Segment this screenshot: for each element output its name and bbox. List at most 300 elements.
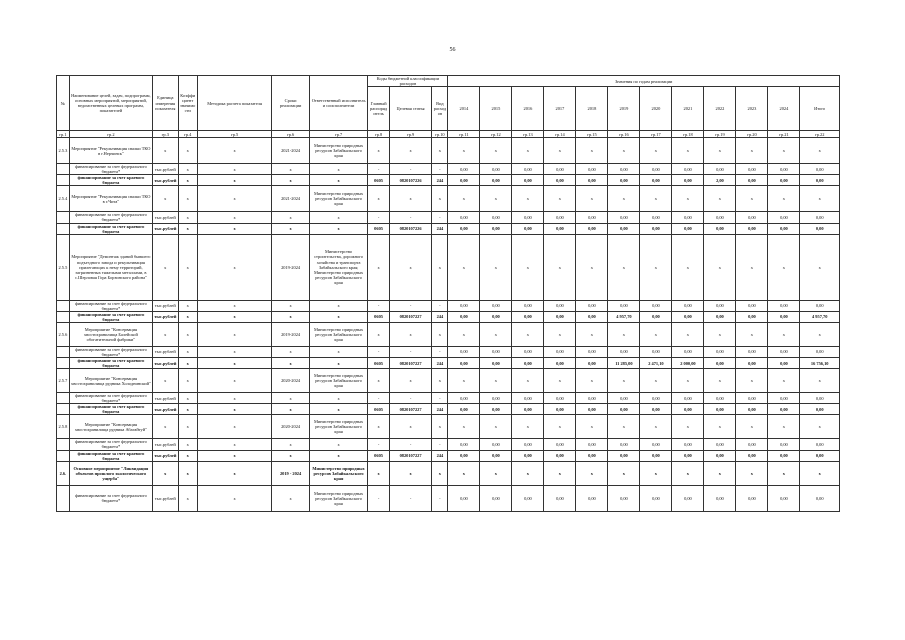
table-cell: 0,00 (672, 311, 704, 322)
row-name-cell: финансирование за счет краевого бюджета (69, 175, 152, 186)
table-cell: х (736, 138, 768, 164)
table-cell: 0,00 (480, 393, 512, 404)
table-cell: х (512, 461, 544, 485)
row-name-cell: Мероприятие "Консервация хвостохранилища Балейской обогатительной фабрики" (69, 322, 152, 346)
table-cell: 0,00 (512, 439, 544, 450)
table-cell: х (480, 138, 512, 164)
table-cell: 0,00 (640, 393, 672, 404)
column-number: гр.19 (704, 131, 736, 138)
table-cell: 0,00 (544, 311, 576, 322)
table-cell: 11 285,00 (608, 358, 640, 369)
table-cell: 0,00 (672, 212, 704, 223)
column-number: гр.11 (448, 131, 480, 138)
table-cell: х (480, 322, 512, 346)
table-cell: х (704, 415, 736, 439)
table-cell: 0,00 (800, 164, 840, 175)
table-cell: х (309, 164, 368, 175)
table-cell: Министерство природных ресурсов Забайкальского края (309, 138, 368, 164)
table-cell: х (704, 234, 736, 300)
table-cell: 244 (432, 311, 448, 322)
table-cell: х (704, 369, 736, 393)
table-cell: х (736, 461, 768, 485)
table-cell: х (576, 234, 608, 300)
row-name-cell: финансирование за счет федерального бюджета* (69, 485, 152, 511)
table-cell: - (368, 346, 389, 357)
table-cell (57, 485, 70, 511)
table-cell: х (672, 461, 704, 485)
table-cell: х (389, 138, 432, 164)
table-cell: х (389, 186, 432, 212)
table-cell: 244 (432, 358, 448, 369)
table-cell: х (272, 439, 309, 450)
table-cell: х (178, 404, 197, 415)
table-cell: 2 000,00 (672, 358, 704, 369)
header-year: 2014 (448, 87, 480, 131)
table-cell: х (576, 186, 608, 212)
table-cell: 0,00 (800, 175, 840, 186)
table-row (57, 234, 840, 300)
table-cell: х (608, 186, 640, 212)
table-cell: 0,00 (800, 346, 840, 357)
table-cell: 0,00 (736, 175, 768, 186)
table-cell (57, 164, 70, 175)
table-cell: 0,00 (704, 311, 736, 322)
table-cell: 0,00 (768, 346, 800, 357)
table-cell (57, 175, 70, 186)
table-cell: 0,00 (576, 300, 608, 311)
table-cell: х (178, 393, 197, 404)
table-cell: 0,00 (736, 212, 768, 223)
table-cell: 0,00 (736, 311, 768, 322)
table-cell: х (272, 393, 309, 404)
table-cell: х (704, 138, 736, 164)
table-cell: х (544, 138, 576, 164)
table-cell (57, 393, 70, 404)
header-year: 2022 (704, 87, 736, 131)
header-year: 2018 (576, 87, 608, 131)
header-name: Наименование целей, задач, подпрограмм, основных мероприятий, мероприятий, ведомственных целевых программ, показателей (69, 76, 152, 131)
table-row (57, 393, 840, 404)
table-cell: х (544, 369, 576, 393)
table-cell: Министерство природных ресурсов Забайкальского края (309, 369, 368, 393)
header-year: 2016 (512, 87, 544, 131)
table-cell: 0,00 (768, 164, 800, 175)
table-cell: - (389, 393, 432, 404)
table-cell: 244 (432, 450, 448, 461)
table-cell: х (178, 186, 197, 212)
table-cell: х (640, 415, 672, 439)
table-cell: х (309, 404, 368, 415)
table-cell: 2.5.5 (57, 234, 70, 300)
table-cell: 0,00 (608, 212, 640, 223)
table-cell: 0,00 (768, 358, 800, 369)
table-row (57, 415, 840, 439)
table-cell: х (736, 186, 768, 212)
table-cell: х (448, 186, 480, 212)
table-cell: 0,00 (576, 358, 608, 369)
table-cell: х (672, 138, 704, 164)
table-cell: х (309, 212, 368, 223)
table-cell: 0,00 (736, 439, 768, 450)
table-cell: 0,00 (544, 439, 576, 450)
table-cell: 0,00 (608, 223, 640, 234)
header-executor: Ответственный исполнитель и соисполнители (309, 76, 368, 131)
table-cell: х (272, 300, 309, 311)
table-cell: х (272, 404, 309, 415)
header-target: Целевая статья (389, 87, 432, 131)
table-cell: 0,00 (608, 450, 640, 461)
table-cell (57, 212, 70, 223)
column-number: гр.8 (368, 131, 389, 138)
table-cell: 0,00 (640, 164, 672, 175)
table-cell: 0,00 (544, 223, 576, 234)
table-cell: 0,00 (576, 393, 608, 404)
table-cell: х (178, 223, 197, 234)
table-cell: 0,00 (672, 223, 704, 234)
table-cell: 0820107227 (389, 311, 432, 322)
table-cell: 2.6. (57, 461, 70, 485)
table-cell: 244 (432, 175, 448, 186)
table-cell: - (368, 212, 389, 223)
table-cell: х (197, 393, 272, 404)
table-cell: 0,00 (640, 450, 672, 461)
table-cell: - (432, 485, 448, 511)
table-cell: 0,00 (640, 346, 672, 357)
table-cell: х (152, 415, 178, 439)
table-cell: 2019-2024 (272, 322, 309, 346)
table-cell: - (389, 346, 432, 357)
table-row (57, 322, 840, 346)
table-cell: х (608, 369, 640, 393)
column-number: гр.4 (178, 131, 197, 138)
table-cell: 0,00 (672, 439, 704, 450)
table-cell: х (152, 322, 178, 346)
table-cell: 0,00 (800, 485, 840, 511)
table-cell: х (608, 138, 640, 164)
table-cell: 0,00 (448, 300, 480, 311)
row-name-cell: финансирование за счет краевого бюджета (69, 404, 152, 415)
column-number: гр.16 (608, 131, 640, 138)
column-number: гр.18 (672, 131, 704, 138)
table-cell: 0,00 (736, 164, 768, 175)
table-cell: 2 471,10 (640, 358, 672, 369)
table-cell: 0,00 (800, 439, 840, 450)
table-cell: 2.5.6 (57, 322, 70, 346)
table-cell: х (272, 358, 309, 369)
column-number: гр.12 (480, 131, 512, 138)
table-cell: х (432, 369, 448, 393)
table-cell: 0,00 (512, 212, 544, 223)
table-cell: 0,00 (448, 311, 480, 322)
table-cell: х (704, 186, 736, 212)
table-cell: - (389, 485, 432, 511)
table-cell: 4 957,70 (608, 311, 640, 322)
row-name-cell: финансирование за счет федерального бюджета* (69, 212, 152, 223)
table-cell: х (736, 322, 768, 346)
table-cell: 0,00 (640, 212, 672, 223)
table-cell: 0,00 (480, 164, 512, 175)
table-cell: 0,00 (480, 404, 512, 415)
table-cell: х (544, 415, 576, 439)
table-cell: х (800, 186, 840, 212)
table-cell: 0,00 (544, 212, 576, 223)
table-cell: 0,00 (448, 439, 480, 450)
table-cell: тыс.рублей (152, 346, 178, 357)
table-cell: 0,00 (736, 393, 768, 404)
table-cell: х (152, 186, 178, 212)
table-cell: 2019-2024 (272, 234, 309, 300)
table-cell: 0,00 (480, 439, 512, 450)
table-cell: х (544, 234, 576, 300)
table-cell: х (480, 234, 512, 300)
row-name-cell: финансирование за счет федерального бюджета* (69, 393, 152, 404)
table-cell: 0,00 (608, 346, 640, 357)
table-cell: 0,00 (480, 346, 512, 357)
table-cell: 0,00 (448, 485, 480, 511)
table-cell: 0,00 (640, 223, 672, 234)
table-cell: 0,00 (544, 393, 576, 404)
table-cell: х (448, 234, 480, 300)
table-cell: х (389, 369, 432, 393)
table-cell: 0,00 (448, 404, 480, 415)
table-cell: х (272, 346, 309, 357)
table-cell: 0,00 (544, 300, 576, 311)
table-cell: 0,00 (640, 439, 672, 450)
table-cell: 0,00 (448, 212, 480, 223)
table-cell: 0,00 (448, 223, 480, 234)
table-cell: 0,00 (544, 346, 576, 357)
table-cell: 0,00 (704, 212, 736, 223)
table-cell: - (368, 164, 389, 175)
table-cell: 0,00 (448, 393, 480, 404)
table-cell: х (178, 346, 197, 357)
row-name-cell: финансирование за счет краевого бюджета (69, 358, 152, 369)
table-cell: 0,00 (768, 212, 800, 223)
table-cell: х (576, 369, 608, 393)
column-number: гр.5 (197, 131, 272, 138)
table-cell: 0605 (368, 223, 389, 234)
table-cell: х (800, 138, 840, 164)
table-cell: х (432, 415, 448, 439)
table-row (57, 369, 840, 393)
table-cell: тыс.рублей (152, 175, 178, 186)
table-cell: х (768, 234, 800, 300)
table-cell: Министерство строительства, дорожного хозяйства и транспорта Забайкальского края; Министерство природных ресурсов Забайкальского края (309, 234, 368, 300)
table-cell: 0,00 (736, 404, 768, 415)
table-row (57, 212, 840, 223)
table-cell (57, 311, 70, 322)
table-cell: х (272, 175, 309, 186)
table-cell (57, 450, 70, 461)
table-row (57, 311, 840, 322)
table-cell: х (544, 322, 576, 346)
table-cell: 2019 - 2024 (272, 461, 309, 485)
table-cell: 0,00 (640, 175, 672, 186)
table-cell: х (768, 138, 800, 164)
table-cell: 0,00 (768, 393, 800, 404)
table-cell: х (800, 234, 840, 300)
table-cell: х (640, 234, 672, 300)
column-number: гр.13 (512, 131, 544, 138)
table-cell (57, 300, 70, 311)
table-cell: х (768, 461, 800, 485)
table-cell: 0605 (368, 450, 389, 461)
header-year: 2023 (736, 87, 768, 131)
table-cell: х (197, 164, 272, 175)
table-cell: 0820107226 (389, 223, 432, 234)
header-expense: Вид расходов (432, 87, 448, 131)
table-cell: х (178, 212, 197, 223)
table-cell: 0,00 (512, 485, 544, 511)
table-row (57, 175, 840, 186)
table-cell: х (178, 369, 197, 393)
table-cell: - (432, 346, 448, 357)
table-cell: 0820107227 (389, 450, 432, 461)
table-cell: - (432, 164, 448, 175)
table-cell: х (768, 415, 800, 439)
table-cell: 0,00 (576, 404, 608, 415)
table-cell: Министерство природных ресурсов Забайкальского края (309, 415, 368, 439)
table-cell: 0,00 (704, 450, 736, 461)
table-cell: х (272, 164, 309, 175)
table-cell: х (178, 358, 197, 369)
table-cell: х (576, 322, 608, 346)
table-cell: 0,00 (768, 485, 800, 511)
table-cell: 2.5.7 (57, 369, 70, 393)
table-cell: 0,00 (512, 311, 544, 322)
table-cell: тыс.рублей (152, 300, 178, 311)
table-cell: 2020-2024 (272, 415, 309, 439)
table-cell: 0,00 (608, 393, 640, 404)
table-cell: 0,00 (480, 223, 512, 234)
column-number: гр.3 (152, 131, 178, 138)
table-cell: х (389, 322, 432, 346)
table-cell: х (480, 415, 512, 439)
table-cell: х (178, 164, 197, 175)
table-cell: 0,00 (704, 439, 736, 450)
table-cell: 0,00 (576, 439, 608, 450)
table-cell: х (640, 186, 672, 212)
table-cell: тыс.рублей (152, 311, 178, 322)
table-cell: 0,00 (768, 175, 800, 186)
table-cell: 0820107227 (389, 404, 432, 415)
table-cell: 0820107226 (389, 175, 432, 186)
table-cell: х (197, 223, 272, 234)
table-row (57, 358, 840, 369)
table-cell: х (512, 234, 544, 300)
row-name-cell: Мероприятие "Рекультивация свалки ТКО в г.Чита" (69, 186, 152, 212)
column-number: гр.7 (309, 131, 368, 138)
table-cell: 0,00 (448, 175, 480, 186)
table-cell: х (448, 138, 480, 164)
table-cell: 0,00 (736, 223, 768, 234)
row-name-cell: Мероприятие "Демонтаж зданий бывшего подъездного завода и рекультивация прилегающих к нему территорий, загрязненных тяжелыми металлами, в с.Шерловая Гора Борзинского района" (69, 234, 152, 300)
table-row (57, 404, 840, 415)
table-cell: х (640, 322, 672, 346)
column-number: гр.17 (640, 131, 672, 138)
table-cell: х (544, 461, 576, 485)
table-cell: 0,00 (512, 164, 544, 175)
table-row (57, 450, 840, 461)
table-cell: 0605 (368, 175, 389, 186)
table-cell: х (672, 186, 704, 212)
table-cell: 0,00 (640, 485, 672, 511)
table-cell: х (178, 234, 197, 300)
table-cell: х (309, 311, 368, 322)
table-cell: 0,00 (480, 300, 512, 311)
table-cell: 0,00 (480, 485, 512, 511)
table-cell: х (640, 369, 672, 393)
table-cell: 0,00 (736, 346, 768, 357)
table-cell: х (576, 415, 608, 439)
table-cell: 0,00 (704, 485, 736, 511)
table-cell: х (197, 369, 272, 393)
table-cell: тыс.рублей (152, 212, 178, 223)
table-cell: х (368, 461, 389, 485)
row-name-cell: финансирование за счет федерального бюджета* (69, 346, 152, 357)
table-cell: х (368, 138, 389, 164)
table-cell: 0,00 (768, 223, 800, 234)
table-cell: 0,00 (544, 175, 576, 186)
table-cell: х (576, 461, 608, 485)
column-number: гр.2 (69, 131, 152, 138)
table-cell: х (309, 358, 368, 369)
table-cell: 0,00 (704, 346, 736, 357)
table-cell: х (736, 234, 768, 300)
table-cell: х (704, 322, 736, 346)
table-cell: 0,00 (704, 300, 736, 311)
table-cell: х (178, 138, 197, 164)
table-cell: 0,00 (704, 223, 736, 234)
table-cell: х (197, 404, 272, 415)
table-cell (57, 223, 70, 234)
table-cell: х (309, 450, 368, 461)
table-cell: х (640, 461, 672, 485)
table-cell: - (432, 393, 448, 404)
table-cell: х (152, 369, 178, 393)
table-cell: 0,00 (768, 404, 800, 415)
table-cell: х (272, 450, 309, 461)
table-row (57, 439, 840, 450)
header-total: Итого (800, 87, 840, 131)
table-cell: 0,00 (512, 358, 544, 369)
table-cell: - (368, 439, 389, 450)
table-cell: тыс.рублей (152, 404, 178, 415)
header-method: Методика расчета показателя (197, 76, 272, 131)
column-number: гр.20 (736, 131, 768, 138)
table-cell: 0,00 (512, 450, 544, 461)
table-cell: х (448, 415, 480, 439)
table-cell: 0,00 (480, 212, 512, 223)
table-cell: 0,00 (768, 311, 800, 322)
table-cell: 0,00 (512, 175, 544, 186)
table-cell: х (368, 186, 389, 212)
column-number: гр.15 (576, 131, 608, 138)
table-cell: х (178, 485, 197, 511)
table-cell: 0,00 (800, 450, 840, 461)
table-cell: 0,00 (448, 346, 480, 357)
table-cell: 0,00 (608, 300, 640, 311)
table-cell: х (197, 322, 272, 346)
table-cell: тыс.рублей (152, 393, 178, 404)
table-cell: х (389, 461, 432, 485)
table-cell: 0,00 (512, 393, 544, 404)
table-cell: 0,00 (672, 164, 704, 175)
table-cell: 0,00 (480, 175, 512, 186)
table-cell: х (272, 311, 309, 322)
table-cell: 0,00 (768, 300, 800, 311)
table-cell: х (672, 322, 704, 346)
